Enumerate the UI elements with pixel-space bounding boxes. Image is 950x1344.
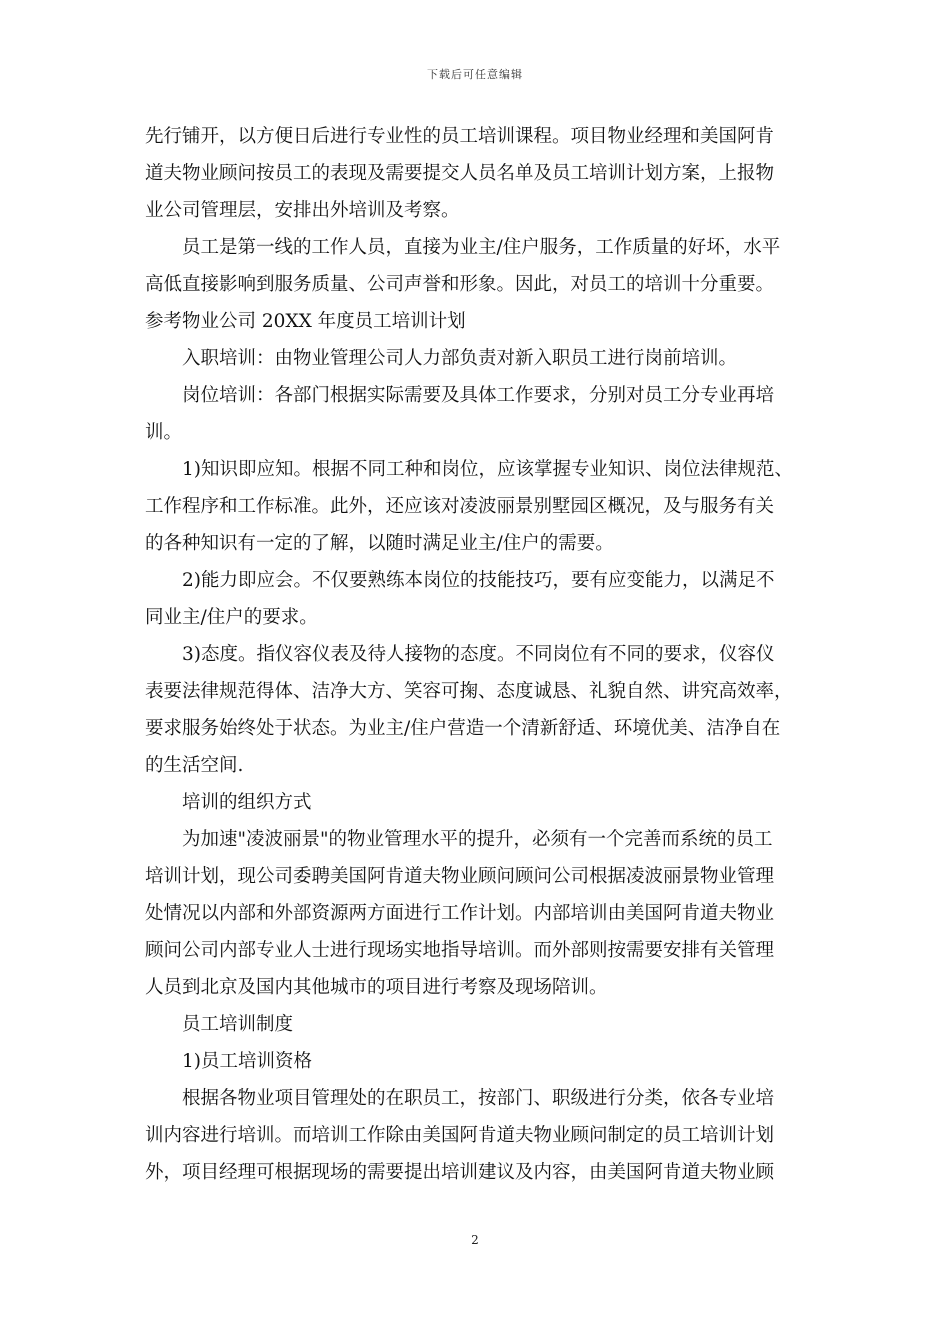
section-heading: 员工培训制度: [182, 1014, 294, 1035]
text-line: 的各种知识有一定的了解，以随时满足业主/住户的需要。: [145, 533, 614, 554]
text-line: 道夫物业顾问按员工的表现及需要提交人员名单及员工培训计划方案，上报物: [145, 163, 775, 184]
text-line: 工作程序和工作标准。此外，还应该对凌波丽景别墅园区概况，及与服务有关: [145, 496, 775, 517]
page-header: 下载后可任意编辑: [427, 68, 523, 81]
text-line: 高低直接影响到服务质量、公司声誉和形象。因此，对员工的培训十分重要。: [145, 274, 775, 295]
text-line: 入职培训：由物业管理公司人力部负责对新入职员工进行岗前培训。: [182, 348, 738, 369]
section-heading: 培训的组织方式: [182, 792, 312, 813]
text-line: 同业主/住户的要求。: [145, 607, 318, 628]
document-body: [145, 118, 810, 1191]
text-line: 表要法律规范得体、洁净大方、笑容可掬、态度诚恳、礼貌自然、讲究高效率，: [145, 681, 793, 702]
text-line: 2)能力即应会。不仅要熟练本岗位的技能技巧，要有应变能力，以满足不: [182, 570, 775, 591]
text-line: 外，项目经理可根据现场的需要提出培训建议及内容，由美国阿肯道夫物业顾: [145, 1162, 775, 1183]
text-line: 培训计划，现公司委聘美国阿肯道夫物业顾问顾问公司根据凌波丽景物业管理: [145, 866, 775, 887]
text-line: 业公司管理层，安排出外培训及考察。: [145, 200, 460, 221]
text-line: 1)知识即应知。根据不同工种和岗位，应该掌握专业知识、岗位法律规范、: [182, 459, 793, 480]
text-line: 的生活空间.: [145, 755, 244, 776]
section-title: 参考物业公司 20XX 年度员工培训计划: [145, 311, 466, 332]
text-line: 3)态度。指仪容仪表及待人接物的态度。不同岗位有不同的要求，仪容仪: [182, 644, 775, 665]
text-line: 人员到北京及国内其他城市的项目进行考察及现场陪训。: [145, 977, 608, 998]
text-line: 处情况以内部和外部资源两方面进行工作计划。内部培训由美国阿肯道夫物业: [145, 903, 775, 924]
text-line: 岗位培训：各部门根据实际需要及具体工作要求，分别对员工分专业再培: [182, 385, 775, 406]
text-line: 员工是第一线的工作人员，直接为业主/住户服务，工作质量的好坏，水平: [182, 237, 781, 258]
text-line: 为加速"凌波丽景"的物业管理水平的提升，必须有一个完善而系统的员工: [182, 829, 773, 850]
page-number: 2: [471, 1233, 479, 1247]
text-line: 顾问公司内部专业人士进行现场实地指导培训。而外部则按需要安排有关管理: [145, 940, 775, 961]
text-line: 训内容进行培训。而培训工作除由美国阿肯道夫物业顾问制定的员工培训计划: [145, 1125, 775, 1146]
text-line: 先行铺开，以方便日后进行专业性的员工培训课程。项目物业经理和美国阿肯: [145, 126, 775, 147]
text-line: 要求服务始终处于状态。为业主/住户营造一个清新舒适、环境优美、洁净自在: [145, 718, 781, 739]
text-line: 根据各物业项目管理处的在职员工，按部门、职级进行分类，依各专业培: [182, 1088, 775, 1109]
text-line: 训。: [145, 422, 183, 443]
subsection-heading: 1)员工培训资格: [182, 1051, 312, 1072]
